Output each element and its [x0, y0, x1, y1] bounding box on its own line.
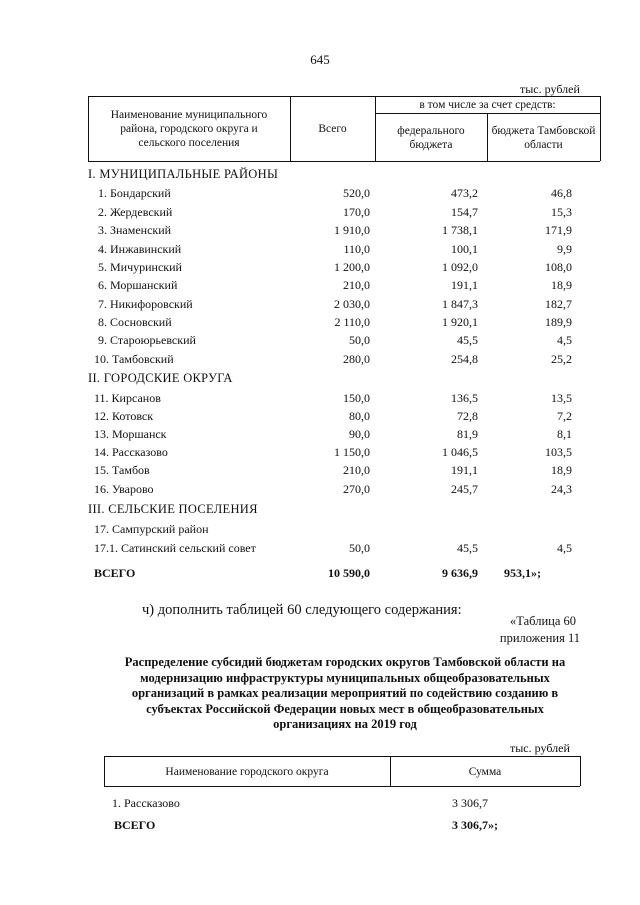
row-regional: 15,3: [551, 205, 572, 219]
row-federal: 191,1: [451, 278, 478, 292]
row-regional: 7,2: [557, 409, 572, 423]
row-federal: 1 920,1: [442, 315, 478, 329]
table2-caption-line2: приложения 11: [499, 631, 580, 645]
row-total: 50,0: [349, 541, 370, 555]
row-total: 170,0: [343, 205, 370, 219]
row-total: 50,0: [349, 333, 370, 347]
row-federal: 1 092,0: [442, 260, 478, 274]
row-federal: 45,5: [457, 333, 478, 347]
table1-header-name: Наименование муниципального района, городского округа и сельского поселения: [110, 109, 268, 149]
table1-header-total: Всего: [318, 123, 347, 135]
row-total: 2 030,0: [334, 297, 370, 311]
row-name: 1. Бондарский: [98, 186, 171, 200]
row-sum: 3 306,7: [452, 796, 488, 810]
section-title: II. ГОРОДСКИЕ ОКРУГА: [88, 371, 233, 385]
row-name: 3. Знаменский: [98, 223, 172, 237]
row-regional: 103,5: [545, 445, 572, 459]
row-regional: 4,5: [557, 333, 572, 347]
row-regional: 108,0: [545, 260, 572, 274]
row-name: 11. Кирсанов: [94, 391, 161, 405]
row-name: 16. Уварово: [94, 482, 154, 496]
table2-caption-line1: «Таблица 60: [510, 614, 576, 628]
row-federal: 1 046,5: [442, 445, 478, 459]
total-federal: 9 636,9: [442, 566, 478, 580]
row-regional: 18,9: [551, 463, 572, 477]
row-regional: 189,9: [545, 315, 572, 329]
table1-header-federal: федерального бюджета: [397, 124, 465, 151]
row-name: 9. Староюрьевский: [98, 333, 196, 347]
row-total: 270,0: [343, 482, 370, 496]
row-federal: 191,1: [451, 463, 478, 477]
row-total: 80,0: [349, 409, 370, 423]
row-name: 15. Тамбов: [94, 463, 150, 477]
row-total: 210,0: [343, 278, 370, 292]
row-federal: 1 738,1: [442, 223, 478, 237]
row-federal: 45,5: [457, 541, 478, 555]
total-label: ВСЕГО: [94, 566, 136, 580]
table2-header-sum: Сумма: [468, 765, 502, 778]
row-total: 150,0: [343, 391, 370, 405]
table2-unit: тыс. рублей: [510, 741, 570, 755]
total-sum: 3 306,7»;: [452, 818, 498, 832]
row-regional: 25,2: [551, 352, 572, 366]
table1-unit: тыс. рублей: [520, 82, 580, 96]
row-name: 4. Инжавинский: [98, 242, 182, 256]
row-name: 14. Рассказово: [94, 445, 168, 459]
row-federal: 473,2: [451, 186, 478, 200]
total-label: ВСЕГО: [114, 818, 156, 832]
row-total: 2 110,0: [334, 315, 370, 329]
row-name: 17. Сампурский район: [94, 522, 209, 536]
row-name: 2. Жердевский: [98, 205, 173, 219]
row-total: 520,0: [343, 186, 370, 200]
row-federal: 154,7: [451, 205, 478, 219]
table1-header-regional: бюджета Тамбовской области: [491, 124, 596, 151]
row-federal: 72,8: [457, 409, 478, 423]
row-regional: 9,9: [557, 242, 572, 256]
section-title: III. СЕЛЬСКИЕ ПОСЕЛЕНИЯ: [88, 502, 258, 516]
table2-title: Распределение субсидий бюджетам городских округов Тамбовской области на модернизацию инфраструктуры муниципальных общеобразовательных организаций в рамках реализации мероприятий по содействию созданию в субъектах Российской Федерации новых мест в общеобразовательных организациях на 2019 год: [124, 655, 566, 731]
row-name: 10. Тамбовский: [94, 352, 174, 366]
row-name: 5. Мичуринский: [98, 260, 182, 274]
row-name: 13. Моршанск: [94, 427, 167, 441]
row-name: 1. Рассказово: [112, 796, 180, 810]
row-regional: 171,9: [545, 223, 572, 237]
row-name: 8. Сосновский: [98, 315, 172, 329]
row-federal: 136,5: [451, 391, 478, 405]
row-name: 7. Никифоровский: [98, 297, 193, 311]
total-sum: 10 590,0: [328, 566, 370, 580]
row-name: 6. Моршанский: [98, 278, 178, 292]
table1-header-group: в том числе за счет средств:: [419, 99, 556, 111]
row-total: 1 200,0: [334, 260, 370, 274]
page-number: 645: [310, 52, 330, 67]
row-regional: 4,5: [557, 541, 572, 555]
row-total: 1 150,0: [334, 445, 370, 459]
row-name: 12. Котовск: [94, 409, 154, 423]
row-federal: 1 847,3: [442, 297, 478, 311]
row-federal: 81,9: [457, 427, 478, 441]
row-federal: 100,1: [451, 242, 478, 256]
row-total: 90,0: [349, 427, 370, 441]
row-federal: 254,8: [451, 352, 478, 366]
row-regional: 18,9: [551, 278, 572, 292]
row-regional: 8,1: [557, 427, 572, 441]
row-regional: 13,5: [551, 391, 572, 405]
row-total: 1 910,0: [334, 223, 370, 237]
total-regional: 953,1»;: [504, 566, 541, 580]
row-name: 17.1. Сатинский сельский совет: [94, 541, 256, 555]
row-regional: 182,7: [545, 297, 572, 311]
section-title: I. МУНИЦИПАЛЬНЫЕ РАЙОНЫ: [88, 167, 279, 181]
row-regional: 46,8: [551, 186, 572, 200]
row-regional: 24,3: [551, 482, 572, 496]
row-total: 280,0: [343, 352, 370, 366]
row-federal: 245,7: [451, 482, 478, 496]
table2-header-name: Наименование городского округа: [165, 765, 329, 778]
row-total: 110,0: [343, 242, 370, 256]
lead-paragraph: ч) дополнить таблицей 60 следующего содержания:: [142, 602, 462, 618]
row-total: 210,0: [343, 463, 370, 477]
